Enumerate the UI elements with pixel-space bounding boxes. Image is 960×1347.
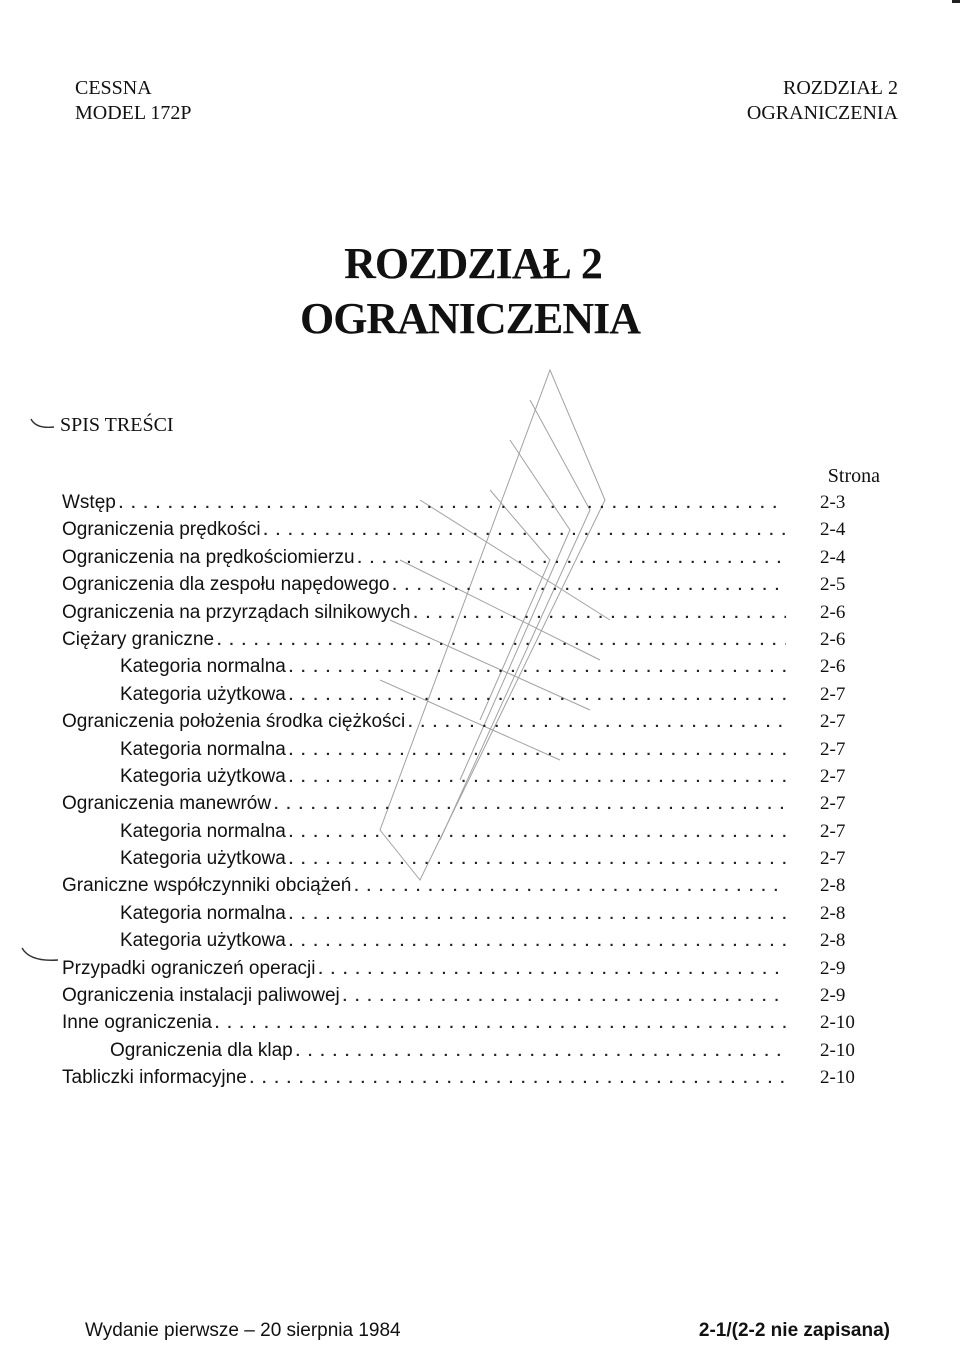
toc-subentry[interactable]: Kategoria normalna . . . 2-6 — [62, 656, 850, 683]
manufacturer: CESSNA — [75, 77, 152, 99]
toc-subentry[interactable]: Ograniczenia dla klap . . . 2-10 — [62, 1040, 850, 1067]
model: MODEL 172P — [75, 102, 192, 124]
toc-entry[interactable]: Ograniczenia dla zespołu napędowego . . . 2-5 — [62, 574, 850, 601]
header-left — [75, 76, 191, 126]
toc-subentry[interactable]: Kategoria normalna . . . 2-7 — [62, 739, 850, 766]
title-line-1: ROZDZIAŁ 2 — [344, 239, 602, 288]
toc-subentry[interactable]: Kategoria użytkowa . . . 2-7 — [62, 766, 850, 793]
header-right — [747, 76, 898, 126]
toc-entry[interactable]: Ograniczenia manewrów . . . 2-7 — [62, 793, 850, 820]
toc-entry[interactable]: Ograniczenia instalacji paliwowej . . . 2-9 — [62, 985, 850, 1012]
toc-entry[interactable]: Graniczne współczynniki obciążeń . . . 2-8 — [62, 875, 850, 902]
toc-entry[interactable]: Inne ograniczenia . . . 2-10 — [62, 1012, 850, 1039]
table-of-contents — [62, 492, 855, 1095]
toc-entry[interactable]: Ograniczenia prędkości . . . 2-4 — [62, 519, 850, 546]
check-mark-icon — [30, 414, 60, 437]
toc-entry[interactable]: Ograniczenia na prędkościomierzu . . . 2-4 — [62, 547, 850, 574]
toc-entry[interactable]: Tabliczki informacyjne . . . 2-10 — [62, 1067, 850, 1094]
revision-mark-icon — [20, 946, 60, 972]
toc-entry[interactable]: Ograniczenia położenia środka ciężkości . . . 2-7 — [62, 711, 850, 738]
chapter-number: ROZDZIAŁ 2 — [783, 77, 898, 99]
toc-subentry[interactable]: Kategoria użytkowa . . . 2-7 — [62, 848, 850, 875]
title-line-2: OGRANICZENIA — [299, 294, 641, 343]
toc-entry[interactable]: Przypadki ograniczeń operacji . . . 2-9 — [62, 958, 850, 985]
toc-heading — [30, 414, 174, 437]
toc-subentry[interactable]: Kategoria normalna . . . 2-8 — [62, 903, 850, 930]
toc-entry[interactable]: Ciężary graniczne . . . 2-6 — [62, 629, 850, 656]
toc-heading-text: SPIS TREŚCI — [60, 414, 174, 436]
toc-subentry[interactable]: Kategoria użytkowa . . . 2-7 — [62, 684, 850, 711]
toc-subentry[interactable]: Kategoria użytkowa . . . 2-8 — [62, 930, 850, 957]
page-reference: 2-1/(2-2 nie zapisana) — [698, 1320, 890, 1341]
corner-mark — [952, 0, 960, 3]
edition-note: Wydanie pierwsze – 20 sierpnia 1984 — [85, 1320, 401, 1341]
chapter-name: OGRANICZENIA — [746, 102, 898, 124]
page-column-label: Strona — [827, 465, 880, 487]
toc-subentry[interactable]: Kategoria normalna . . . 2-7 — [62, 821, 850, 848]
page-title — [0, 236, 960, 346]
toc-entry[interactable]: Ograniczenia na przyrządach silnikowych . . . 2-6 — [62, 602, 850, 629]
toc-entry[interactable]: Wstęp . . . 2-3 — [62, 492, 850, 519]
